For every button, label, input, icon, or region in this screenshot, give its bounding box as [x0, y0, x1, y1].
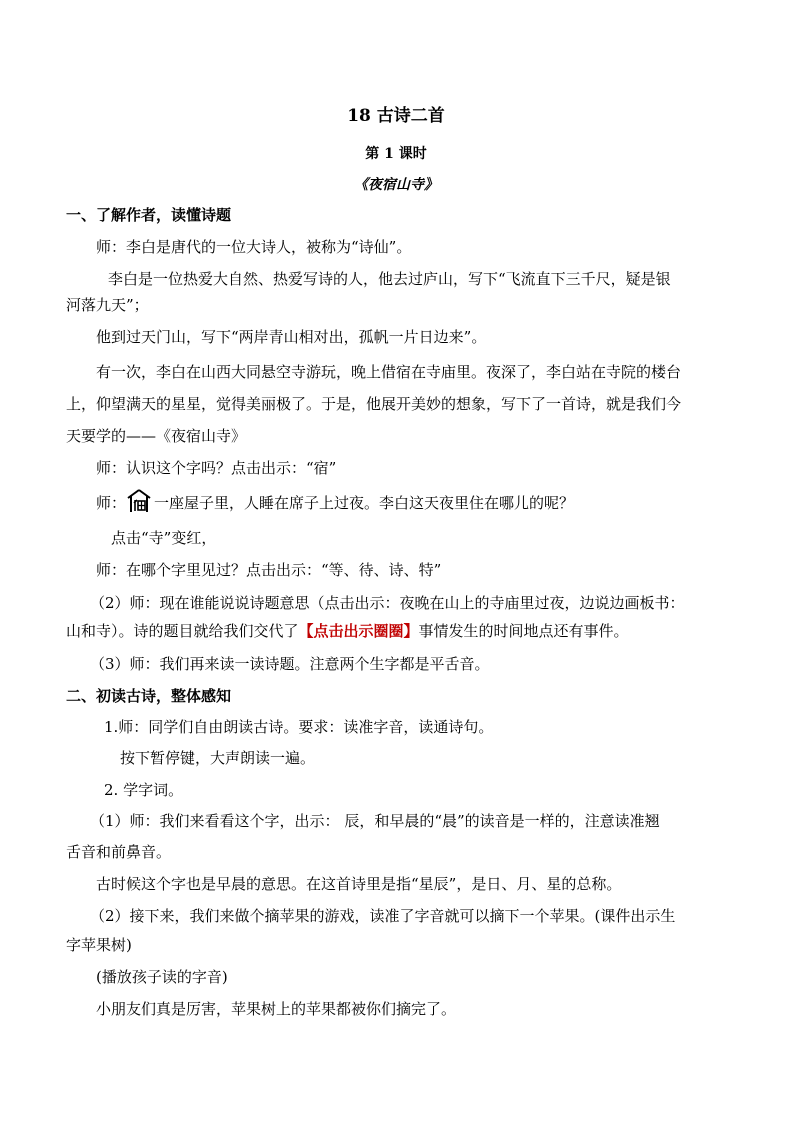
- paragraph-continuation: 字苹果树): [66, 936, 132, 954]
- lesson-period: 第 1 课时: [365, 146, 427, 162]
- paragraph: 2. 学字词。: [104, 781, 184, 799]
- speaker-label: 师：: [96, 494, 127, 512]
- paragraph: （2）师：现在谁能说说诗题意思（点击出示：夜晚在山上的寺庙里过夜，边说边画板书：: [90, 594, 685, 612]
- paragraph: （2）接下来，我们来做个摘苹果的游戏，读准了字音就可以摘下一个苹果。(课件出示生: [90, 907, 676, 925]
- paragraph-text: 山和寺）。诗的题目就给我们交代了: [66, 622, 299, 640]
- paragraph: 师：李白是唐代的一位大诗人，被称为“诗仙”。: [96, 238, 412, 256]
- poem-title: 《夜宿山寺》: [354, 177, 438, 193]
- paragraph-with-glyph: [96, 492, 756, 516]
- ancient-character-su-icon: [126, 489, 152, 513]
- paragraph: 小朋友们真是厉害，苹果树上的苹果都被你们摘完了。: [96, 1000, 457, 1018]
- paragraph: 1.师：同学们自由朗读古诗。要求：读准字音，读通诗句。: [104, 718, 494, 736]
- paragraph: （1）师：我们来看看这个字，出示： 辰，和早晨的“晨”的读音是一样的，注意读准翘: [90, 812, 660, 830]
- paragraph-text: 一座屋子里，人睡在席子上过夜。李白这天夜里住在哪儿的呢？: [154, 494, 575, 512]
- paragraph-continuation: 天要学的——《夜宿山寺》: [66, 427, 247, 445]
- paragraph: 他到过天门山，写下“两岸青山相对出，孤帆一片日边来”。: [96, 328, 487, 346]
- lesson-title: 18 古诗二首: [347, 106, 445, 126]
- paragraph: 师：在哪个字里见过？点击出示：“等、待、诗、特”: [96, 561, 442, 579]
- paragraph-text: 事情发生的时间地点还有事件。: [418, 622, 629, 640]
- paragraph-continuation: 舌音和前鼻音。: [66, 843, 172, 861]
- highlight-instruction: 【点击出示圈圈】: [298, 622, 419, 640]
- paragraph: (播放孩子读的字音): [96, 968, 228, 986]
- paragraph: 按下暂停键，大声朗读一遍。: [120, 749, 316, 767]
- paragraph-continuation: 上，仰望满天的星星，觉得美丽极了。于是，他展开美妙的想象，写下了一首诗，就是我们今: [66, 395, 682, 413]
- paragraph-continuation: 河落九天”；: [66, 296, 149, 314]
- paragraph-continuation: [66, 621, 726, 641]
- paragraph: 古时候这个字也是早晨的意思。在这首诗里是指“星辰”，是日、月、星的总称。: [96, 875, 622, 893]
- paragraph: 师：认识这个字吗？点击出示：“宿”: [96, 459, 337, 477]
- paragraph: （3）师：我们再来读一读诗题。注意两个生字都是平舌音。: [90, 655, 490, 673]
- paragraph: 点击“寺”变红，: [111, 529, 217, 547]
- section-2-heading: 二、初读古诗，整体感知: [66, 687, 232, 705]
- paragraph: 李白是一位热爱大自然、热爱写诗的人，他去过庐山，写下“飞流直下三千尺，疑是银: [108, 270, 671, 288]
- section-1-heading: 一、了解作者，读懂诗题: [66, 206, 232, 224]
- paragraph: 有一次，李白在山西大同悬空寺游玩，晚上借宿在寺庙里。夜深了，李白站在寺院的楼台: [96, 363, 682, 381]
